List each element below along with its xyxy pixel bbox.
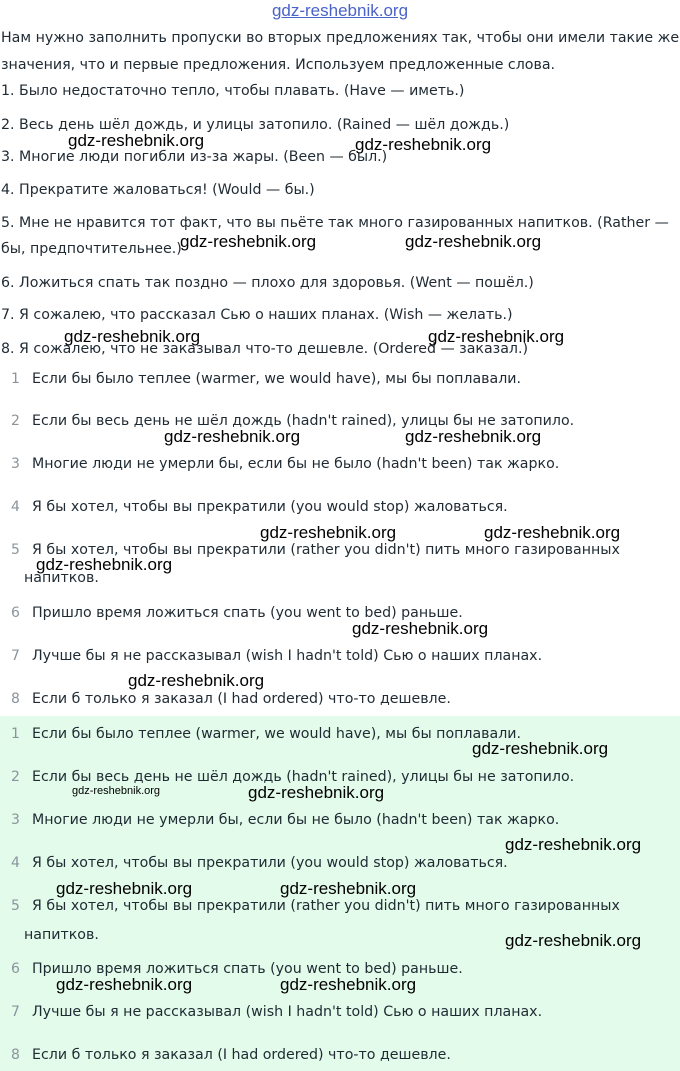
watermark: gdz-reshebnik.org [164,427,301,446]
watermark: gdz-reshebnik.org [36,555,173,574]
watermark: gdz-reshebnik.org [280,975,417,994]
watermark: gdz-reshebnik.org [56,975,193,994]
answer-text-continued: напитков. [24,927,99,943]
header-watermark-link[interactable]: gdz-reshebnik.org [271,1,409,20]
answer-number: 1 [11,726,20,742]
watermark: gdz-reshebnik.org [64,327,201,346]
answer-number: 2 [11,413,20,429]
answer-text: Если бы весь день не шёл дождь (hadn't rained), улицы бы не затопило. [32,769,575,785]
answer-text: Многие люди не умерли бы, если бы не было (hadn't been) так жарко. [32,812,560,828]
answer-number: 1 [11,371,20,387]
sentence-3: 3. Многие люди погибли из-за жары. (Been — был.) [1,149,388,165]
answer-text: Многие люди не умерли бы, если бы не было (hadn't been) так жарко. [32,456,560,472]
watermark: gdz-reshebnik.org [505,931,642,950]
answer-text: Если бы весь день не шёл дождь (hadn't rained), улицы бы не затопило. [32,413,575,429]
watermark: gdz-reshebnik.org [428,327,565,346]
sentence-8: 8. Я сожалею, что не заказывал что-то дешевле. (Ordered — заказал.) [1,341,529,357]
answer-text: Я бы хотел, чтобы вы прекратили (you would stop) жаловаться. [32,499,508,515]
sentence-5: 5. Мне не нравится тот факт, что вы пьёте так много газированных напитков. (Rather — [1,215,669,231]
answer-text: Если б только я заказал (I had ordered) что-то дешевле. [32,691,451,707]
answer-text: Если б только я заказал (I had ordered) что-то дешевле. [32,1047,451,1063]
sentence-4: 4. Прекратите жаловаться! (Would — бы.) [1,182,315,198]
sentence-5-continued: бы, предпочтительнее.) [1,241,182,257]
answer-text: Лучше бы я не рассказывал (wish I hadn't told) Сью о наших планах. [32,648,543,664]
watermark-small: gdz-reshebnik.org [72,785,161,797]
watermark: gdz-reshebnik.org [505,835,642,854]
watermark: gdz-reshebnik.org [260,523,397,542]
answer-text: Я бы хотел, чтобы вы прекратили (rather you didn't) пить много газированных [32,898,620,914]
watermark: gdz-reshebnik.org [405,427,542,446]
answer-number: 8 [11,1047,20,1063]
answer-number: 7 [11,648,20,664]
answer-number: 5 [11,898,20,914]
watermark: gdz-reshebnik.org [56,879,193,898]
answer-number: 3 [11,812,20,828]
answer-text: Если бы было теплее (warmer, we would have), мы бы поплавали. [32,726,522,742]
answer-text: Пришло время ложиться спать (you went to bed) раньше. [32,605,463,621]
watermark: gdz-reshebnik.org [248,783,385,802]
answer-number: 2 [11,769,20,785]
answer-text: Лучше бы я не рассказывал (wish I hadn't told) Сью о наших планах. [32,1004,543,1020]
answer-number: 6 [11,605,20,621]
watermark: gdz-reshebnik.org [180,232,317,251]
watermark: gdz-reshebnik.org [355,135,492,154]
watermark: gdz-reshebnik.org [280,879,417,898]
watermark: gdz-reshebnik.org [484,523,621,542]
answer-number: 4 [11,499,20,515]
watermark: gdz-reshebnik.org [68,131,205,150]
answer-number: 4 [11,855,20,871]
answer-number: 3 [11,456,20,472]
answer-number: 5 [11,542,20,558]
watermark: gdz-reshebnik.org [352,619,489,638]
sentence-6: 6. Ложиться спать так поздно — плохо для здоровья. (Went — пошёл.) [1,275,534,291]
intro-line-2: значения, что и первые предложения. Используем предложенные слова. [1,57,556,73]
watermark: gdz-reshebnik.org [472,739,609,758]
answer-text: Я бы хотел, чтобы вы прекратили (rather you didn't) пить много газированных [32,542,620,558]
answer-text: Пришло время ложиться спать (you went to bed) раньше. [32,961,463,977]
answer-text: Я бы хотел, чтобы вы прекратили (you would stop) жаловаться. [32,855,508,871]
watermark: gdz-reshebnik.org [405,232,542,251]
sentence-7: 7. Я сожалею, что рассказал Сью о наших планах. (Wish — желать.) [1,307,513,323]
answer-number: 6 [11,961,20,977]
answer-number: 7 [11,1004,20,1020]
watermark: gdz-reshebnik.org [128,671,265,690]
sentence-2: 2. Весь день шёл дождь, и улицы затопило. (Rained — шёл дождь.) [1,117,510,133]
intro-line-1: Нам нужно заполнить пропуски во вторых предложениях так, чтобы они имели такие же [1,30,680,46]
sentence-1: 1. Было недостаточно тепло, чтобы плавать. (Have — иметь.) [1,83,465,99]
answer-number: 8 [11,691,20,707]
answer-text: Если бы было теплее (warmer, we would have), мы бы поплавали. [32,371,522,387]
answer-text-continued: напитков. [24,570,99,586]
